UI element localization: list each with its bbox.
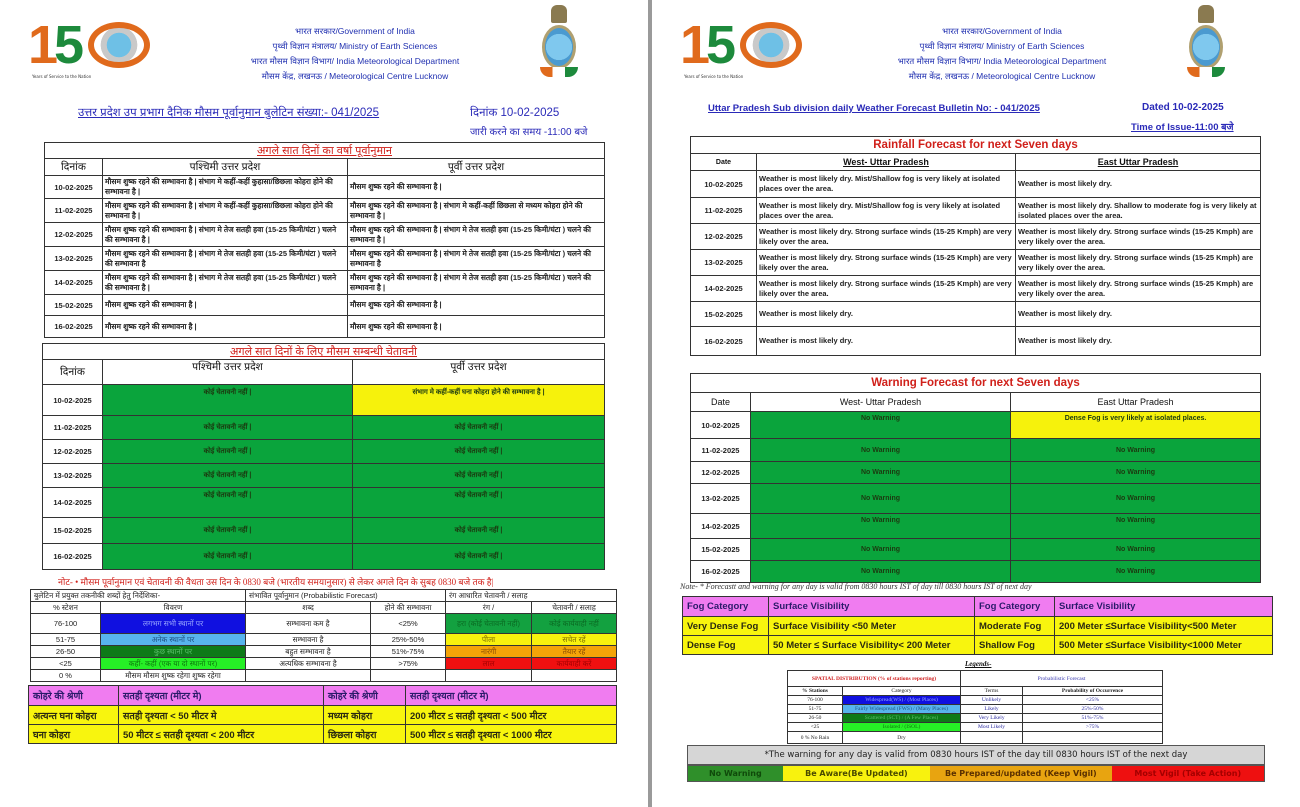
logo-tagline: Years of Service to the Nation <box>32 74 92 79</box>
legend-category: Fairly Widespread (FWS) / (Many Places) <box>843 705 961 714</box>
table-caption: Rainfall Forecast for next Seven days <box>691 137 1261 154</box>
row-date: 14-02-2025 <box>43 488 103 518</box>
org-line: भारत मौसम विज्ञान विभाग/ India Meteorological Department <box>250 56 460 66</box>
legend-station-percent: 0 % No Rain <box>788 732 843 744</box>
probability-term: बहुत सम्भावना है <box>246 646 371 658</box>
warning-color-name: नारंगी <box>446 646 532 658</box>
surface-visibility: 50 मीटर ≤ सतही दृश्यता < 200 मीटर <box>119 725 324 744</box>
bulletin-title: उत्तर प्रदेश उप प्रभाग दैनिक मौसम पूर्वानुमान बुलेटिन संख्या:- 041/2025 <box>78 107 380 119</box>
legend-category: Widespread(WS) / (Most Places) <box>843 696 961 705</box>
east-warning: No Warning <box>1011 539 1261 561</box>
west-forecast: Weather is most likely dry. <box>757 327 1016 356</box>
glossary-header: चेतावनी / सलाह <box>532 602 617 614</box>
east-forecast: Weather is most likely dry. Strong surface winds (15-25 Kmph) are very likely over the area. <box>1016 250 1261 276</box>
west-warning: कोई चेतावनी नहीं | <box>103 385 353 416</box>
forecast-row <box>691 198 1261 224</box>
organization-header <box>857 24 1147 84</box>
glossary-header: रंग / <box>446 602 532 614</box>
fog-header: Fog Category <box>683 597 769 617</box>
row-date: 13-02-2025 <box>691 250 757 276</box>
warning-row <box>43 518 605 544</box>
column-header-west: West- Uttar Pradesh <box>757 154 1016 171</box>
probability-term: सम्भावना है <box>246 634 371 646</box>
warning-advice: सचेत रहें <box>532 634 617 646</box>
forecast-row <box>691 250 1261 276</box>
west-forecast: Weather is most likely dry. Mist/Shallow fog is very likely at isolated places over the area. <box>757 171 1016 198</box>
east-warning: No Warning <box>1011 484 1261 514</box>
legend-row <box>788 723 1163 732</box>
legend-header: Terms <box>961 687 1023 696</box>
column-header-date: दिनांक <box>45 159 103 176</box>
west-warning: No Warning <box>751 439 1011 462</box>
column-header-west: West- Uttar Pradesh <box>751 393 1011 412</box>
row-date: 13-02-2025 <box>43 464 103 488</box>
legend-term: Very Likely <box>961 714 1023 723</box>
west-forecast: Weather is most likely dry. Strong surface winds (15-25 Kmph) are very likely over the area. <box>757 276 1016 302</box>
forecast-row <box>45 295 605 316</box>
east-warning: संभाग मे कहीं-कहीं घना कोहरा होने की सम्भावना है | <box>353 385 605 416</box>
spatial-description: लगभग सभी स्थानों पर <box>101 614 246 634</box>
bulletin-date: Dated 10-02-2025 <box>1142 102 1224 113</box>
fog-category: Shallow Fog <box>975 636 1055 655</box>
org-line: भारत सरकार/Government of India <box>295 26 415 36</box>
west-warning: No Warning <box>751 514 1011 539</box>
glossary-header: होने की सम्भावना <box>371 602 446 614</box>
spatial-description: अनेक स्थानों पर <box>101 634 246 646</box>
hindi-warning-table <box>42 343 605 570</box>
west-forecast: मौसम शुष्क रहने की सम्भावना है | संभाग मे तेज सतही हवा (15-25 किमी/घंटा ) चलने की सम्भावना है | <box>103 223 348 247</box>
east-forecast: मौसम शुष्क रहने की सम्भावना है | संभाग मे तेज सतही हवा (15-25 किमी/घंटा ) चलने की सम्भावना है | <box>348 223 605 247</box>
west-warning: कोई चेतावनी नहीं | <box>103 544 353 570</box>
legend-row <box>788 705 1163 714</box>
forecast-row <box>45 223 605 247</box>
legend-title: Legends- <box>965 660 992 668</box>
org-line: भारत सरकार/Government of India <box>942 26 1062 36</box>
east-warning: कोई चेतावनी नहीं | <box>353 416 605 440</box>
org-line: मौसम केंद्र, लखनऊ / Meteorological Centre Lucknow <box>908 71 1096 81</box>
warning-row <box>43 416 605 440</box>
english-legend-table <box>787 670 1163 744</box>
row-date: 16-02-2025 <box>45 316 103 338</box>
east-forecast: मौसम शुष्क रहने की सम्भावना है | <box>348 295 605 316</box>
row-date: 11-02-2025 <box>691 439 751 462</box>
west-warning: No Warning <box>751 462 1011 484</box>
logo-digit-five: 5 <box>706 15 737 75</box>
legend-row <box>788 732 1163 744</box>
table-caption: अगले सात दिनों का वर्षा पूर्वानुमान <box>45 143 605 159</box>
glossary-header: विवरण <box>101 602 246 614</box>
forecast-row <box>691 276 1261 302</box>
station-percent: 26-50 <box>31 646 101 658</box>
east-warning: कोई चेतावनी नहीं | <box>353 464 605 488</box>
forecast-row <box>691 224 1261 250</box>
east-forecast: Weather is most likely dry. Strong surface winds (15-25 Kmph) are very likely over the area. <box>1016 224 1261 250</box>
east-warning: कोई चेतावनी नहीं | <box>353 440 605 464</box>
surface-visibility: 50 Meter ≤ Surface Visibility< 200 Meter <box>769 636 975 655</box>
emblem-disc-icon <box>1189 25 1223 69</box>
warning-row <box>691 539 1261 561</box>
column-header-east: पूर्वी उत्तर प्रदेश <box>348 159 605 176</box>
glossary-header: शब्द <box>246 602 371 614</box>
row-date: 15-02-2025 <box>691 539 751 561</box>
english-warning-table <box>690 373 1261 583</box>
west-forecast: मौसम शुष्क रहने की सम्भावना है | <box>103 295 348 316</box>
east-warning: कोई चेतावनी नहीं | <box>353 488 605 518</box>
warning-advice: कोई कार्यवाही नहीं <box>532 614 617 634</box>
forecast-row <box>45 247 605 271</box>
west-warning: कोई चेतावनी नहीं | <box>103 464 353 488</box>
tricolor-ribbon-icon <box>1187 67 1225 77</box>
forecast-row <box>691 327 1261 356</box>
surface-visibility: Surface Visibility <50 Meter <box>769 617 975 636</box>
legend-probability: <25% <box>1023 696 1163 705</box>
logo-digit-one: 1 <box>28 15 55 75</box>
station-percent: 0 % <box>31 670 101 682</box>
logo-digit-five: 5 <box>54 15 85 75</box>
org-line: भारत मौसम विज्ञान विभाग/ India Meteorological Department <box>897 56 1107 66</box>
forecast-row <box>45 316 605 338</box>
west-forecast: Weather is most likely dry. Strong surface winds (15-25 Kmph) are very likely over the area. <box>757 224 1016 250</box>
legend-category: Isolated / (ISOL) <box>843 723 961 732</box>
legend-spatial-title: SPATIAL DISTRIBUTION (% of stations reporting) <box>788 671 961 687</box>
west-forecast: मौसम शुष्क रहने की सम्भावना है | संभाग मे कहीं-कहीं कुहासा/छिछला कोहरा होने की सम्भावना है | <box>103 199 348 223</box>
issue-time: Time of Issue-11:00 बजे <box>1131 122 1234 133</box>
row-date: 10-02-2025 <box>691 171 757 198</box>
row-date: 11-02-2025 <box>45 199 103 223</box>
fog-row <box>29 706 617 725</box>
emblem-disc-icon <box>542 25 576 69</box>
west-warning: कोई चेतावनी नहीं | <box>103 440 353 464</box>
warning-advice: कार्यवाही करें <box>532 658 617 670</box>
warning-row <box>43 385 605 416</box>
glossary-row <box>31 634 617 646</box>
row-date: 16-02-2025 <box>691 327 757 356</box>
warning-row <box>691 514 1261 539</box>
glossary-row <box>31 614 617 634</box>
row-date: 10-02-2025 <box>691 412 751 439</box>
row-date: 15-02-2025 <box>691 302 757 327</box>
fog-category: घना कोहरा <box>29 725 119 744</box>
forecast-row <box>45 176 605 199</box>
warning-color-name <box>446 670 532 682</box>
fog-header: Surface Visibility <box>1055 597 1273 617</box>
glossary-header: % स्टेशन <box>31 602 101 614</box>
row-date: 11-02-2025 <box>691 198 757 224</box>
warning-row <box>691 462 1261 484</box>
table-caption: अगले सात दिनों के लिए मौसम सम्बन्धी चेतावनी <box>43 344 605 360</box>
warning-row <box>43 544 605 570</box>
warning-advice: तैयार रहें <box>532 646 617 658</box>
column-header-east: East Uttar Pradesh <box>1011 393 1261 412</box>
west-forecast: मौसम शुष्क रहने की सम्भावना है | संभाग मे कहीं-कहीं कुहासा/छिछला कोहरा होने की सम्भावना है | <box>103 176 348 199</box>
station-percent: 76-100 <box>31 614 101 634</box>
probability-term: अत्यधिक सम्भावना है <box>246 658 371 670</box>
forecast-row <box>691 171 1261 198</box>
east-forecast: Weather is most likely dry. <box>1016 171 1261 198</box>
warning-color-name: हरा (कोई चेतावनी नहीं) <box>446 614 532 634</box>
legend-station-percent: <25 <box>788 723 843 732</box>
east-warning: कोई चेतावनी नहीं | <box>353 518 605 544</box>
probability-value: 51%-75% <box>371 646 446 658</box>
column-header-east: East Uttar Pradesh <box>1016 154 1261 171</box>
east-forecast: Weather is most likely dry. <box>1016 327 1261 356</box>
west-forecast: Weather is most likely dry. Mist/Shallow fog is very likely at isolated places over the area. <box>757 198 1016 224</box>
row-date: 15-02-2025 <box>43 518 103 544</box>
legend-probability: 25%-50% <box>1023 705 1163 714</box>
logo-globe-ring <box>740 22 802 68</box>
legend-prob-title: Probabilistic Forecast <box>961 671 1163 687</box>
warning-color-name: पीला <box>446 634 532 646</box>
fog-category: अत्यन्त घना कोहरा <box>29 706 119 725</box>
imd-150-years-logo <box>680 15 820 79</box>
spatial-description: कहीं- कहीं (एक या दो स्थानों पर) <box>101 658 246 670</box>
glossary-title-spatial: बुलेटिन में प्रयुक्त तकनीकी शब्दों हेतु निर्देशिका- <box>31 590 246 602</box>
west-warning: कोई चेतावनी नहीं | <box>103 416 353 440</box>
east-forecast: मौसम शुष्क रहने की सम्भावना है | संभाग मे तेज सतही हवा (15-25 किमी/घंटा ) चलने की सम्भावना है <box>348 247 605 271</box>
fog-row <box>683 617 1273 636</box>
legend-probability <box>1023 732 1163 744</box>
east-warning: No Warning <box>1011 561 1261 583</box>
legend-term: Likely <box>961 705 1023 714</box>
warning-row <box>691 561 1261 583</box>
table-caption: Warning Forecast for next Seven days <box>691 374 1261 393</box>
row-date: 11-02-2025 <box>43 416 103 440</box>
west-forecast: मौसम शुष्क रहने की सम्भावना है | <box>103 316 348 338</box>
east-warning: कोई चेतावनी नहीं | <box>353 544 605 570</box>
east-warning: No Warning <box>1011 514 1261 539</box>
row-date: 10-02-2025 <box>43 385 103 416</box>
east-forecast: मौसम शुष्क रहने की सम्भावना है | <box>348 316 605 338</box>
forecast-row <box>45 199 605 223</box>
tricolor-ribbon-icon <box>540 67 578 77</box>
station-percent: <25 <box>31 658 101 670</box>
probability-value: <25% <box>371 614 446 634</box>
fog-header: सतही दृश्यता (मीटर मे) <box>406 686 617 706</box>
glossary-title-probabilistic: संभावित पूर्वानुमान (Probabilistic Forecast) <box>246 590 446 602</box>
row-date: 16-02-2025 <box>43 544 103 570</box>
west-forecast: Weather is most likely dry. Strong surface winds (15-25 Kmph) are very likely over the area. <box>757 250 1016 276</box>
column-header-west: पश्चिमी उत्तर प्रदेश <box>103 159 348 176</box>
west-warning: No Warning <box>751 539 1011 561</box>
spatial-description: मौसम मौसम शुष्क रहेगा शुष्क रहेगा <box>101 670 246 682</box>
column-header-west: पश्चिमी उत्तर प्रदेश <box>103 360 353 385</box>
warning-row <box>43 464 605 488</box>
surface-visibility: 500 मीटर ≤ सतही दृश्यता < 1000 मीटर <box>406 725 617 744</box>
row-date: 12-02-2025 <box>691 462 751 484</box>
legend-header: Probability of Occurrence <box>1023 687 1163 696</box>
organization-header <box>210 24 500 84</box>
surface-visibility: 200 Meter ≤Surface Visibility<500 Meter <box>1055 617 1273 636</box>
row-date: 10-02-2025 <box>45 176 103 199</box>
warning-row <box>691 412 1261 439</box>
fog-category: Dense Fog <box>683 636 769 655</box>
row-date: 13-02-2025 <box>45 247 103 271</box>
ashoka-lion-icon <box>1198 5 1214 23</box>
legend-category: Scattered (SCT) / (A Few Places) <box>843 714 961 723</box>
west-forecast: मौसम शुष्क रहने की सम्भावना है | संभाग मे तेज सतही हवा (15-25 किमी/घंटा ) चलने की सम्भावना है | <box>103 271 348 295</box>
west-warning: कोई चेतावनी नहीं | <box>103 518 353 544</box>
fog-header: Fog Category <box>975 597 1055 617</box>
english-bulletin-page <box>652 0 1300 807</box>
row-date: 16-02-2025 <box>691 561 751 583</box>
east-forecast: मौसम शुष्क रहने की सम्भावना है | संभाग मे तेज सतही हवा (15-25 किमी/घंटा ) चलने की सम्भावना है | <box>348 271 605 295</box>
ashoka-lion-icon <box>551 5 567 23</box>
glossary-title-color: रंग आधारित चेतावनी / सलाह <box>446 590 617 602</box>
validity-note: नोट- • मौसम पूर्वानुमान एवं चेतावनी की वैधता उस दिन के 0830 बजे (भारतीय समयानुसार) से लेकर अगले दिन के सुबह 0830 बजे तक है| <box>58 577 494 587</box>
west-warning: कोई चेतावनी नहीं | <box>103 488 353 518</box>
legend-term: Unlikely <box>961 696 1023 705</box>
fog-header: कोहरे की श्रेणी <box>29 686 119 706</box>
validity-note: Note- * Forecastt and warning for any day is valid from 0830 hours IST of day till 0830 hours IST of next day <box>680 582 1032 591</box>
bulletin-title: Uttar Pradesh Sub division daily Weather Forecast Bulletin No: - 041/2025 <box>708 103 1040 114</box>
warning-row <box>691 484 1261 514</box>
west-forecast: Weather is most likely dry. <box>757 302 1016 327</box>
surface-visibility: सतही दृश्यता < 50 मीटर मे <box>119 706 324 725</box>
imd-emblem <box>1187 5 1225 83</box>
row-date: 15-02-2025 <box>45 295 103 316</box>
fog-category: छिछला कोहरा <box>324 725 406 744</box>
glossary-row <box>31 670 617 682</box>
fog-row <box>683 636 1273 655</box>
warning-row <box>43 440 605 464</box>
east-warning: No Warning <box>1011 462 1261 484</box>
warning-advice <box>532 670 617 682</box>
warning-color-name: लाल <box>446 658 532 670</box>
fog-header: Surface Visibility <box>769 597 975 617</box>
east-forecast: मौसम शुष्क रहने की सम्भावना है | संभाग मे कहीं-कहीं छिछला से मध्यम कोहरा होने की सम्भावना है | <box>348 199 605 223</box>
english-fog-category-table <box>682 596 1273 655</box>
legend-term: Most Likely <box>961 723 1023 732</box>
row-date: 12-02-2025 <box>45 223 103 247</box>
logo-tagline: Years of Service to the Nation <box>684 74 744 79</box>
row-date: 12-02-2025 <box>43 440 103 464</box>
bulletin-date: दिनांक 10-02-2025 <box>470 107 560 119</box>
legend-header: Category <box>843 687 961 696</box>
row-date: 12-02-2025 <box>691 224 757 250</box>
hindi-fog-category-table <box>28 685 617 744</box>
east-forecast: मौसम शुष्क रहने की सम्भावना है | <box>348 176 605 199</box>
hindi-glossary-table <box>30 589 617 682</box>
warning-row <box>43 488 605 518</box>
imd-emblem <box>540 5 578 83</box>
legend-station-percent: 51-75 <box>788 705 843 714</box>
legend-row <box>788 714 1163 723</box>
row-date: 14-02-2025 <box>691 514 751 539</box>
org-line: मौसम केंद्र, लखनऊ / Meteorological Centre Lucknow <box>261 71 449 81</box>
logo-digit-one: 1 <box>680 15 707 75</box>
spatial-description: कुछ स्थानों पर <box>101 646 246 658</box>
column-header-east: पूर्वी उत्तर प्रदेश <box>353 360 605 385</box>
forecast-row <box>45 271 605 295</box>
legend-row <box>788 696 1163 705</box>
logo-globe-ring <box>88 22 150 68</box>
hindi-bulletin-page <box>0 0 648 807</box>
column-header-date: दिनांक <box>43 360 103 385</box>
legend-probability: >75% <box>1023 723 1163 732</box>
row-date: 14-02-2025 <box>45 271 103 295</box>
probability-term: सम्भावना कम है <box>246 614 371 634</box>
forecast-row <box>691 302 1261 327</box>
org-line: पृथ्वी विज्ञान मंत्रालय/ Ministry of Earth Sciences <box>272 41 438 51</box>
west-warning: No Warning <box>751 484 1011 514</box>
east-forecast: Weather is most likely dry. Strong surface winds (15-25 Kmph) are very likely over the area. <box>1016 276 1261 302</box>
column-header-date: Date <box>691 154 757 171</box>
fog-header: सतही दृश्यता (मीटर मे) <box>119 686 324 706</box>
probability-value: >75% <box>371 658 446 670</box>
color-bar-segment: Be Aware(Be Updated) <box>783 766 930 781</box>
row-date: 13-02-2025 <box>691 484 751 514</box>
station-percent: 51-75 <box>31 634 101 646</box>
color-bar-segment: Most Vigil (Take Action) <box>1112 766 1264 781</box>
warning-color-bar <box>687 765 1265 782</box>
probability-value <box>371 670 446 682</box>
fog-category: मध्यम कोहरा <box>324 706 406 725</box>
fog-row <box>29 725 617 744</box>
imd-150-years-logo <box>28 15 168 79</box>
issue-time: जारी करने का समय -11:00 बजे <box>470 127 588 138</box>
east-forecast: Weather is most likely dry. <box>1016 302 1261 327</box>
west-warning: No Warning <box>751 561 1011 583</box>
east-warning: Dense Fog is very likely at isolated places. <box>1011 412 1261 439</box>
warning-validity-note: *The warning for any day is valid from 0830 hours IST of the day till 0830 hours IST of the next day <box>687 745 1265 765</box>
warning-row <box>691 439 1261 462</box>
english-rainfall-forecast-table <box>690 136 1261 356</box>
east-forecast: Weather is most likely dry. Shallow to moderate fog is very likely at isolated places over the area. <box>1016 198 1261 224</box>
column-header-date: Date <box>691 393 751 412</box>
glossary-row <box>31 658 617 670</box>
east-warning: No Warning <box>1011 439 1261 462</box>
legend-header: % Stations <box>788 687 843 696</box>
color-bar-segment: No Warning <box>688 766 783 781</box>
legend-category: Dry <box>843 732 961 744</box>
legend-station-percent: 76-100 <box>788 696 843 705</box>
hindi-rainfall-forecast-table <box>44 142 605 338</box>
fog-category: Moderate Fog <box>975 617 1055 636</box>
legend-probability: 51%-75% <box>1023 714 1163 723</box>
org-line: पृथ्वी विज्ञान मंत्रालय/ Ministry of Earth Sciences <box>919 41 1085 51</box>
legend-term <box>961 732 1023 744</box>
surface-visibility: 200 मीटर ≤ सतही दृश्यता < 500 मीटर <box>406 706 617 725</box>
fog-header: कोहरे की श्रेणी <box>324 686 406 706</box>
probability-value: 25%-50% <box>371 634 446 646</box>
color-bar-segment: Be Prepared/updated (Keep Vigil) <box>930 766 1111 781</box>
legend-station-percent: 26-50 <box>788 714 843 723</box>
probability-term <box>246 670 371 682</box>
west-forecast: मौसम शुष्क रहने की सम्भावना है | संभाग मे तेज सतही हवा (15-25 किमी/घंटा ) चलने की सम्भावना है <box>103 247 348 271</box>
west-warning: No Warning <box>751 412 1011 439</box>
fog-category: Very Dense Fog <box>683 617 769 636</box>
surface-visibility: 500 Meter ≤Surface Visibility<1000 Meter <box>1055 636 1273 655</box>
glossary-row <box>31 646 617 658</box>
row-date: 14-02-2025 <box>691 276 757 302</box>
